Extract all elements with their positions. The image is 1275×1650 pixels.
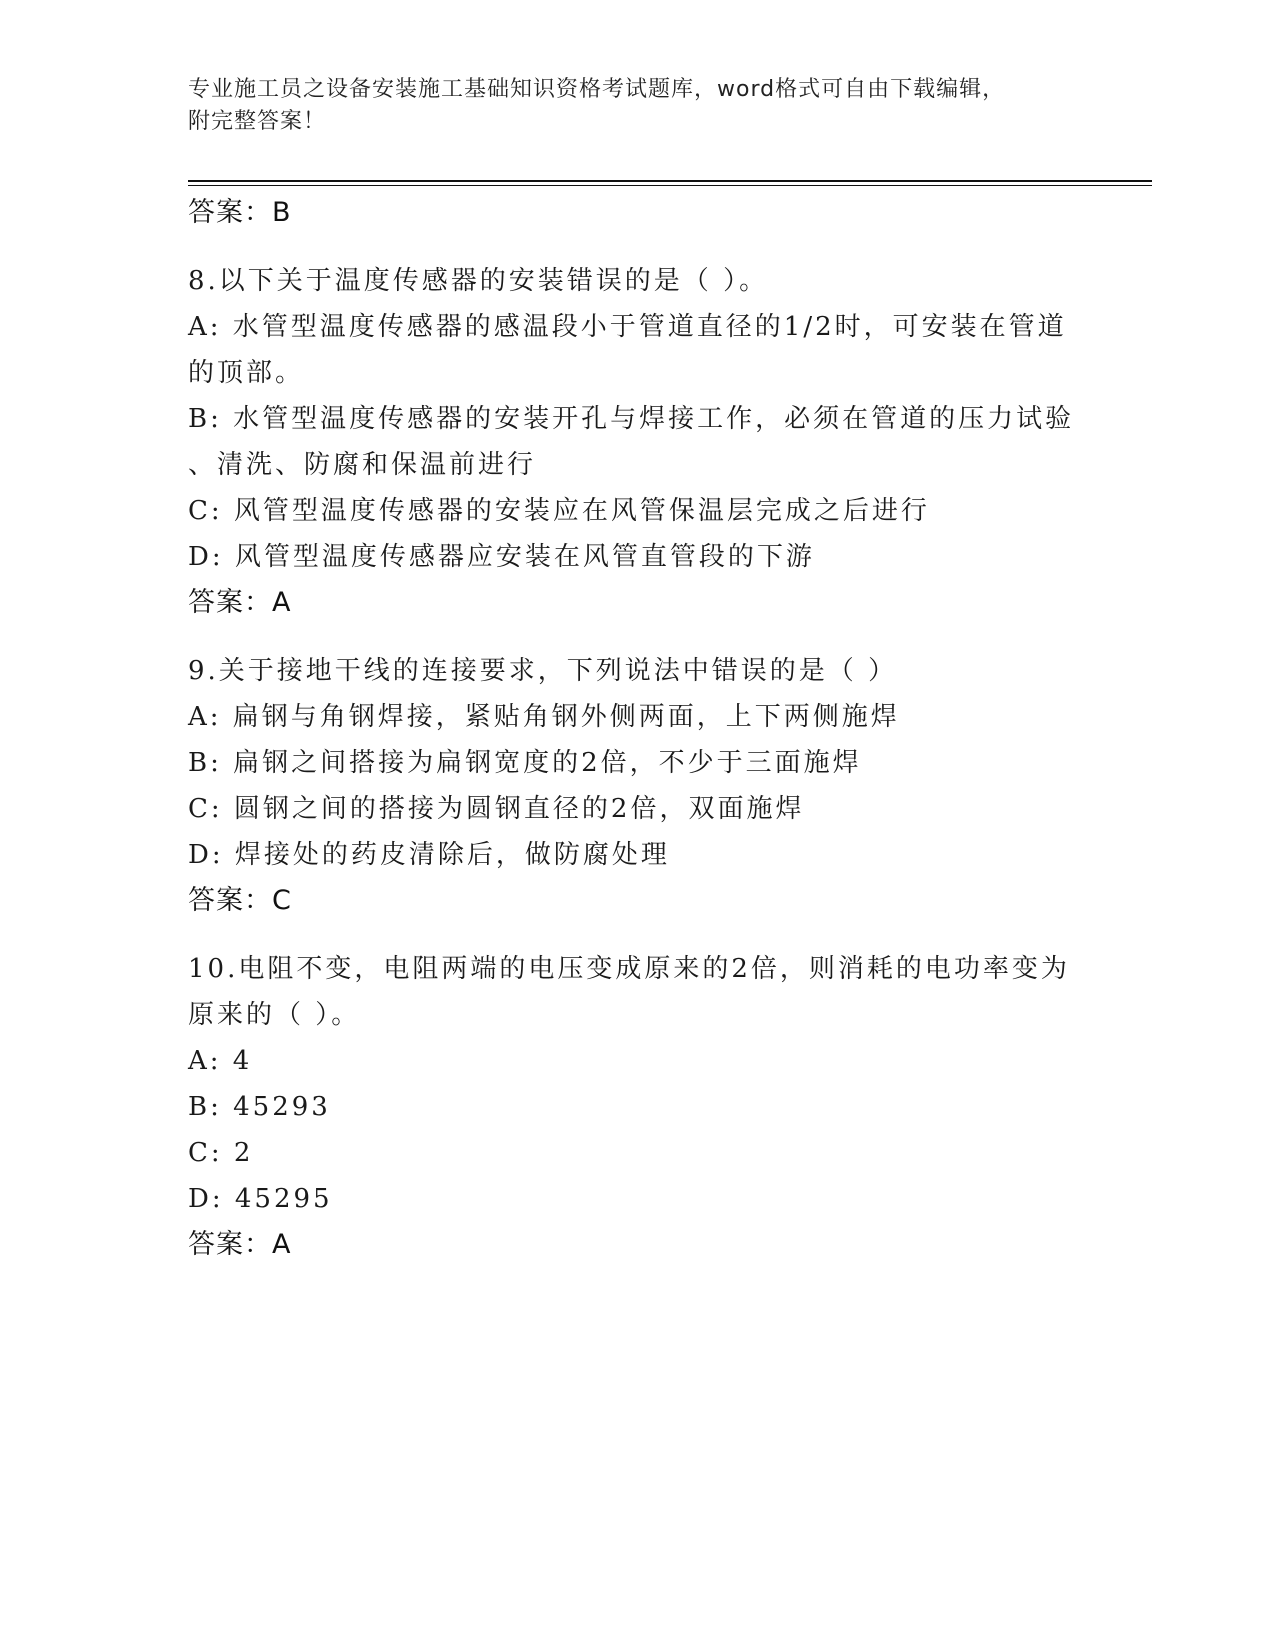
- option-c: C: 圆钢之间的搭接为圆钢直径的2倍，双面施焊: [188, 794, 805, 824]
- option-b: B: 45293: [188, 1092, 331, 1122]
- question-text: 10.电阻不变，电阻两端的电压变成原来的2倍，则消耗的电功率变为: [188, 954, 1070, 984]
- header-divider-thin: [188, 185, 1152, 186]
- header-divider: [188, 180, 1152, 182]
- question-block: [188, 946, 1088, 1268]
- document-body: [188, 190, 1088, 1268]
- question-block: [188, 258, 1088, 626]
- question-text: 8.以下关于温度传感器的安装错误的是（ ）。: [188, 266, 769, 296]
- answer-text: 答案：A: [188, 1229, 292, 1260]
- document-header: [188, 74, 1088, 138]
- option-b: B: 水管型温度传感器的安装开孔与焊接工作，必须在管道的压力试验: [188, 404, 1075, 434]
- answer-text: 答案：A: [188, 587, 292, 618]
- option-d: D: 风管型温度传感器应安装在风管直管段的下游: [188, 542, 815, 572]
- option-c: C: 风管型温度传感器的安装应在风管保温层完成之后进行: [188, 496, 930, 526]
- option-c: C: 2: [188, 1138, 254, 1168]
- answer-text: 答案：B: [188, 197, 292, 228]
- question-text: 9.关于接地干线的连接要求，下列说法中错误的是（ ）: [188, 656, 898, 686]
- option-b: B: 扁钢之间搭接为扁钢宽度的2倍，不少于三面施焊: [188, 748, 862, 778]
- option-a-continued: 的顶部。: [188, 358, 305, 388]
- option-a: A: 4: [188, 1046, 253, 1076]
- answer-text: 答案：C: [188, 885, 292, 916]
- option-b-continued: 、清洗、防腐和保温前进行: [188, 450, 537, 480]
- question-text-continued: 原来的（ ）。: [188, 1000, 361, 1030]
- option-a: A: 水管型温度传感器的感温段小于管道直径的1/2时，可安装在管道: [188, 312, 1067, 342]
- header-line-1: 专业施工员之设备安装施工基础知识资格考试题库，word格式可自由下载编辑，: [188, 77, 1006, 102]
- question-block: [188, 648, 1088, 924]
- option-d: D: 焊接处的药皮清除后，做防腐处理: [188, 840, 670, 870]
- header-line-2: 附完整答案！: [188, 109, 327, 134]
- option-a: A: 扁钢与角钢焊接，紧贴角钢外侧两面，上下两侧施焊: [188, 702, 900, 732]
- option-d: D: 45295: [188, 1184, 333, 1214]
